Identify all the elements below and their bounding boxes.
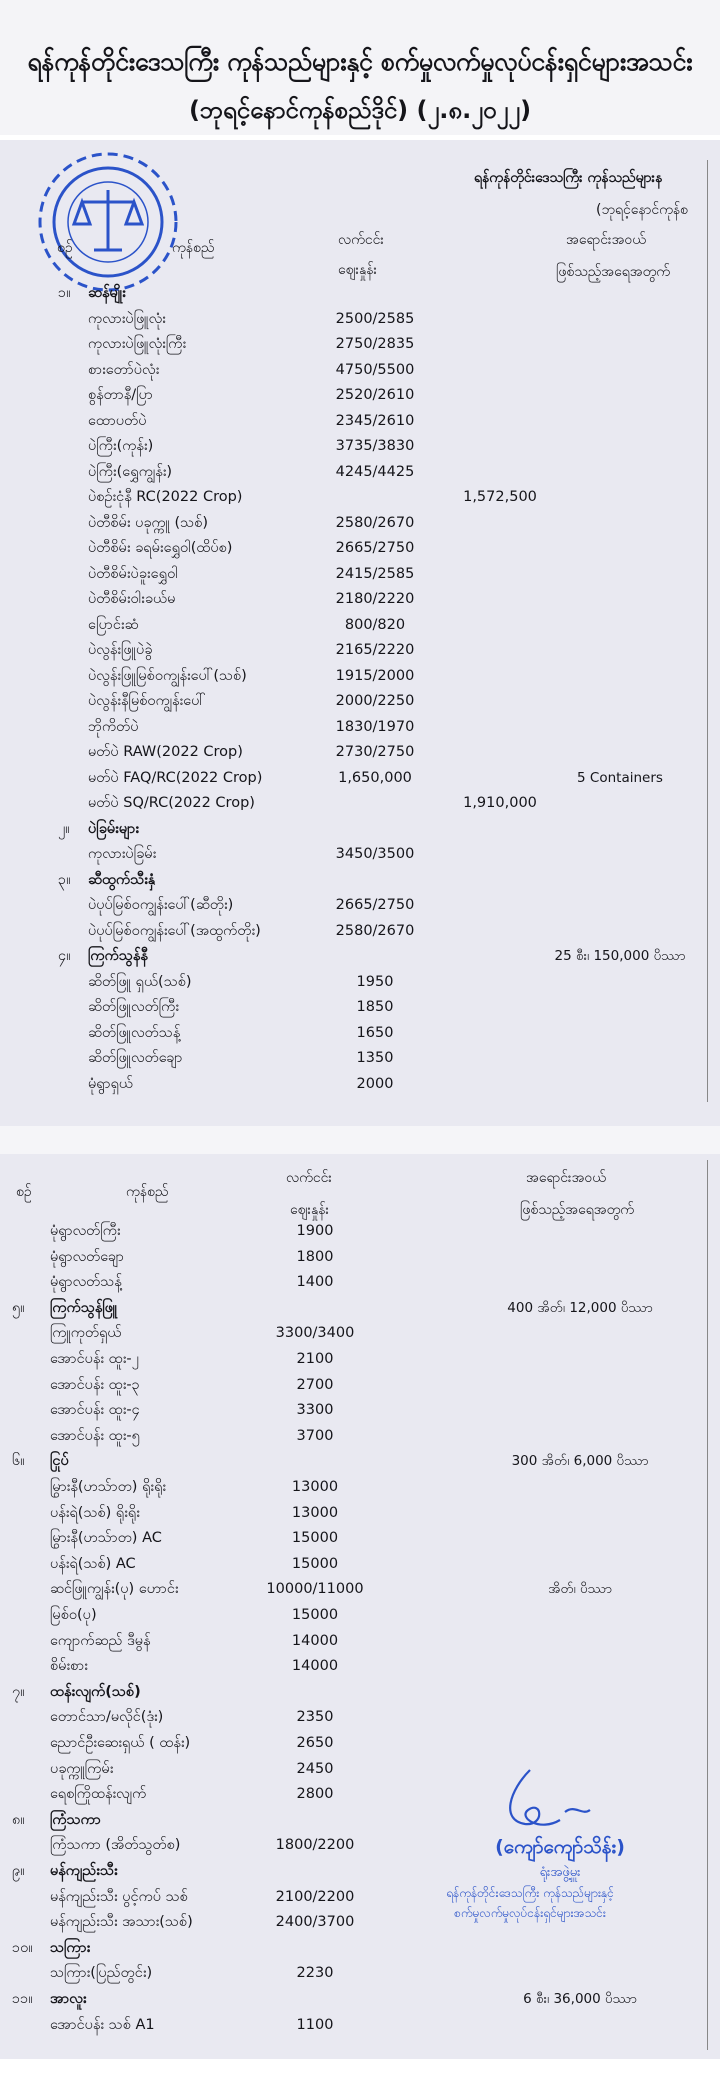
price-value: 15000 xyxy=(291,1607,339,1623)
price-value: 1,650,000 xyxy=(338,769,412,786)
price-value: 2450 xyxy=(296,1760,334,1777)
signatory-org-2: စက်မှုလက်မှုလုပ်ငန်းရှင်များအသင်း xyxy=(454,1906,606,1920)
col-header-price-bottom: ဈေးနှုန်း xyxy=(338,262,378,278)
row-number: ၈။ xyxy=(12,1811,25,1828)
signatory-title: ရုံးအဖွဲ့မှူး xyxy=(539,1865,581,1880)
price-value: 15000 xyxy=(291,1555,339,1572)
commodity-name: မုံရွာလတ်သန့် xyxy=(50,1274,122,1291)
price-value: 3300 xyxy=(296,1402,334,1419)
price-value: 2165/2220 xyxy=(335,642,415,658)
document-title: ရန်ကုန်တိုင်းဒေသကြီး ကုန်သည်များနှင့် စက်မှုလက်မှုလုပ်ငန်းရှင်များအသင်း xyxy=(27,47,693,76)
commodity-name: ကြူကုတ်ရှယ် xyxy=(50,1325,122,1342)
commodity-name: ပန်းရဲ(သစ်) AC xyxy=(50,1555,136,1572)
price-value: 2415/2585 xyxy=(335,565,415,582)
price-value: 2000 xyxy=(356,1075,394,1092)
commodity-name: မတ်ပဲ RAW(2022 Crop) xyxy=(88,744,243,760)
price-value: 2350 xyxy=(296,1709,334,1726)
category-label: ထန်းလျက်(သစ်) xyxy=(50,1683,141,1700)
row-number: ၃။ xyxy=(58,871,71,888)
category-label: ကြက်သွန်နီ xyxy=(88,948,148,964)
commodity-name: ပဲကြီး(ကုန်း) xyxy=(88,438,154,454)
price-value: 4245/4425 xyxy=(335,463,415,480)
price-value: 1400 xyxy=(296,1274,334,1291)
price-value: 2400/3700 xyxy=(275,1914,355,1931)
price-value: 2520/2610 xyxy=(335,387,415,403)
association-seal-icon xyxy=(22,142,194,302)
commodity-name: စားတော်ပဲလုံး xyxy=(88,361,160,378)
commodity-name: အောင်ပန်း ထူး-၃ xyxy=(50,1376,140,1393)
price-value: 3300/3400 xyxy=(275,1325,355,1342)
price-value: 13000 xyxy=(291,1504,339,1521)
commodity-name: ထောပတ်ပဲ xyxy=(88,412,147,429)
org-header-right: ရန်ကုန်တိုင်းဒေသကြီး ကုန်သည်များန xyxy=(474,170,663,186)
page-1-right-border xyxy=(707,160,708,1102)
price-value: 2750/2835 xyxy=(335,336,415,352)
price-value: 2500/2585 xyxy=(335,310,415,327)
trade-volume: 5 Containers xyxy=(577,769,663,786)
price-value: 13000 xyxy=(291,1479,339,1495)
col-header-remark-top-p2: အရောင်းအဝယ် xyxy=(526,1170,606,1186)
commodity-name: မန်ကျည်းသီး အသား(သစ်) xyxy=(50,1914,193,1931)
commodity-name: ပဲကြီး(ရွှေကျွန်း) xyxy=(88,463,173,480)
commodity-name: မြွားနီ(ဟသ်ာတ) AC xyxy=(50,1530,162,1547)
price-value: 1100 xyxy=(296,2016,334,2033)
commodity-name: ဆိတ်ဖြူလတ်ချော xyxy=(88,1050,183,1066)
commodity-name: မတ်ပဲ SQ/RC(2022 Crop) xyxy=(88,795,255,811)
commodity-name: ပန်းရဲ(သစ်) ရိုးရိုး xyxy=(50,1504,140,1521)
row-number: ၉။ xyxy=(12,1863,25,1879)
col-header-remark-top: အရောင်းအဝယ် xyxy=(566,232,646,248)
commodity-name: အောင်ပန်း ထူး-၄ xyxy=(50,1402,140,1419)
price-value: 1800 xyxy=(296,1248,334,1265)
document-subtitle: (ဘုရင့်နောင်ကုန်စည်ဒိုင်) (၂.၈.၂၀၂၂) xyxy=(188,96,532,124)
commodity-name: မြွားနီ(ဟသ်ာတ) ရိုးရိုး xyxy=(50,1479,167,1495)
price-value: 2665/2750 xyxy=(335,540,415,556)
row-number: ၆။ xyxy=(12,1453,25,1470)
commodity-name: အောင်ပန်း သစ် A1 xyxy=(50,2016,155,2033)
price-value: 1,572,500 xyxy=(463,489,537,505)
price-value: 2580/2670 xyxy=(335,922,415,939)
price-value: 2000/2250 xyxy=(335,693,415,709)
price-value: 2730/2750 xyxy=(335,744,415,760)
price-value: 2180/2220 xyxy=(335,591,415,607)
commodity-name: ဆင်ဖြူကျွန်း(ပု) ဟောင်း xyxy=(50,1581,179,1598)
commodity-name: ပဲတီစိမ်း ပခုက္ကူ (သစ်) xyxy=(88,514,209,531)
trade-volume: အိတ်၊ ပိဿာ xyxy=(548,1581,612,1598)
price-value: 2230 xyxy=(296,1965,334,1982)
commodity-name: ဘိုကိတ်ပဲ xyxy=(88,718,139,735)
price-value: 1950 xyxy=(356,973,394,990)
trade-volume: 300 အိတ်၊ 6,000 ပိဿာ xyxy=(511,1453,649,1470)
price-value: 2700 xyxy=(296,1376,334,1393)
col-header-remark-bottom: ဖြစ်သည့်အရေအတွက် xyxy=(556,264,670,280)
commodity-name: ကုလားပဲဖြူလုံး xyxy=(88,310,166,327)
price-value: 1900 xyxy=(296,1223,334,1239)
price-value: 2100/2200 xyxy=(275,1888,355,1905)
row-number: ၁။ xyxy=(58,285,71,301)
commodity-name: ရေစကြိုထန်းလျက် xyxy=(50,1786,147,1803)
price-value: 2100 xyxy=(296,1351,334,1367)
commodity-name: သကြား(ပြည်တွင်း) xyxy=(50,1965,153,1982)
price-value: 10000/11000 xyxy=(266,1581,364,1598)
price-value: 800/820 xyxy=(344,616,406,633)
commodity-name: ပဲလွန်းနီမြစ်ဝကျွန်းပေါ် xyxy=(88,693,206,709)
commodity-name: ပဲတီစိမ်းဝါးခယ်မ xyxy=(88,591,176,607)
price-value: 1830/1970 xyxy=(335,718,415,735)
price-value: 4750/5500 xyxy=(335,361,415,378)
col-header-remark-bottom-p2: ဖြစ်သည့်အရေအတွက် xyxy=(520,1202,634,1218)
commodity-name: မတ်ပဲ FAQ/RC(2022 Crop) xyxy=(88,769,263,786)
row-number: ၁၀။ xyxy=(12,1939,33,1956)
trade-volume: 25 စီး၊ 150,000 ပိဿာ xyxy=(554,948,686,964)
commodity-name: ပဲတီစိမ်း ခရမ်းရွှေဝါ(ထိပ်စ) xyxy=(88,540,233,556)
signatory-name: (ကျော်ကျော်သိန်း) xyxy=(495,1836,625,1858)
price-value: 2665/2750 xyxy=(335,897,415,913)
commodity-name: ပဲပုပ်မြစ်ဝကျွန်းပေါ်(ဆီတိုး) xyxy=(88,897,234,913)
row-number: ၄။ xyxy=(58,948,71,964)
price-value: 3735/3830 xyxy=(335,438,415,454)
org-header-right-sub: (ဘုရင့်နောင်ကုန်စ xyxy=(596,202,688,218)
commodity-name: မုံရွာရှယ် xyxy=(88,1075,133,1092)
commodity-name: ပဲလွန်းဖြူပဲခွဲ xyxy=(88,642,153,658)
page-gap xyxy=(0,1126,720,1154)
trade-volume: 400 အိတ်၊ 12,000 ပိဿာ xyxy=(507,1299,653,1316)
signatory-org-1: ရန်ကုန်တိုင်းဒေသကြီး ကုန်သည်များနှင့် xyxy=(446,1886,614,1900)
commodity-name: မုံရွာလတ်ချော xyxy=(50,1248,125,1265)
price-value: 2650 xyxy=(296,1735,334,1751)
row-number: ၂။ xyxy=(58,820,70,837)
commodity-name: ညောင်ဦးဆေးရှယ် ( ထန်း) xyxy=(50,1735,191,1751)
category-label: အာလူး xyxy=(50,1991,87,2007)
price-value: 1800/2200 xyxy=(275,1837,355,1854)
commodity-name: တောင်သာ/မလိုင်(ဒုံး) xyxy=(50,1709,164,1726)
price-value: 1350 xyxy=(356,1050,394,1066)
price-value: 14000 xyxy=(291,1632,339,1649)
commodity-name: ကြံသကာ (အိတ်သွတ်စ) xyxy=(50,1837,181,1854)
commodity-name: ဆိတ်ဖြူလတ်ကြီး xyxy=(88,999,180,1015)
commodity-name: ကုလားပဲခြမ်း xyxy=(88,846,157,862)
category-label: ဆန်မျိုး xyxy=(88,285,126,301)
commodity-name: ပဲလွန်းဖြူမြစ်ဝကျွန်းပေါ်(သစ်) xyxy=(88,667,247,684)
col-header-price-top: လက်ငင်း xyxy=(338,232,384,248)
price-value: 14000 xyxy=(291,1658,339,1675)
price-value: 1,910,000 xyxy=(463,795,537,811)
price-value: 2580/2670 xyxy=(335,514,415,531)
category-label: ငြုပ် xyxy=(50,1453,69,1470)
row-number: ၁၁။ xyxy=(12,1991,33,2007)
commodity-name: အောင်ပန်း ထူး-၅ xyxy=(50,1427,140,1444)
col-header-item-p2: ကုန်စည် xyxy=(126,1184,169,1200)
commodity-name: ပခုက္ကူကြမ်း xyxy=(50,1760,114,1777)
category-label: ကြက်သွန်ဖြူ xyxy=(50,1299,118,1316)
col-header-price-top-p2: လက်ငင်း xyxy=(286,1170,332,1186)
commodity-name: ပြောင်းဆံ xyxy=(88,616,139,633)
commodity-name: စွန်တာနီ/ပြာ xyxy=(88,387,153,403)
page-2-right-border xyxy=(707,1160,708,2050)
price-value: 2345/2610 xyxy=(335,412,415,429)
col-header-price-bottom-p2: ဈေးနှုန်း xyxy=(290,1202,330,1218)
commodity-name: မန်ကျည်းသီး ပွင့်ကပ် သစ် xyxy=(50,1888,188,1905)
category-label: မန်ကျည်းသီး xyxy=(50,1863,118,1879)
col-header-no-p2: စဉ် xyxy=(16,1184,32,1200)
commodity-name: စိမ်းစား xyxy=(50,1658,88,1675)
category-label: ပဲခြမ်းများ xyxy=(88,820,140,837)
price-value: 15000 xyxy=(291,1530,339,1547)
price-value: 3450/3500 xyxy=(335,846,415,862)
price-value: 2800 xyxy=(296,1786,334,1803)
commodity-name: ပဲပုပ်မြစ်ဝကျွန်းပေါ်(အထွက်တိုး) xyxy=(88,922,261,939)
commodity-name: ဆိတ်ဖြူလတ်သန့် xyxy=(88,1024,181,1041)
commodity-name: မုံရွာလတ်ကြီး xyxy=(50,1223,121,1239)
trade-volume: 6 စီး၊ 36,000 ပိဿာ xyxy=(523,1991,637,2007)
row-number: ၅။ xyxy=(12,1299,25,1316)
commodity-name: ပဲစဉ်းငုံနီ RC(2022 Crop) xyxy=(88,489,243,505)
category-label: ဆီထွက်သီးနှံ xyxy=(88,871,156,888)
col-header-no: စဉ် xyxy=(57,240,73,256)
commodity-name: ဆိတ်ဖြူ ရှယ်(သစ်) xyxy=(88,973,192,990)
row-number: ၇။ xyxy=(12,1683,25,1700)
price-value: 1850 xyxy=(356,999,394,1015)
commodity-name: အောင်ပန်း ထူး-၂ xyxy=(50,1351,139,1367)
commodity-name: ကုလားပဲဖြူလုံးကြီး xyxy=(88,336,187,352)
price-value: 1915/2000 xyxy=(335,667,415,684)
price-value: 1650 xyxy=(356,1024,394,1041)
commodity-name: ပဲတီစိမ်းပဲခူးရွှေဝါ xyxy=(88,565,178,582)
commodity-name: မြစ်ဝ(ပု) xyxy=(50,1607,97,1623)
col-header-item: ကုန်စည် xyxy=(172,240,215,256)
commodity-name: ကျောက်ဆည် ဒီမွန် xyxy=(50,1632,151,1649)
price-value: 3700 xyxy=(296,1427,334,1444)
category-label: ကြံသကာ xyxy=(50,1811,101,1828)
category-label: သကြား xyxy=(50,1939,91,1956)
